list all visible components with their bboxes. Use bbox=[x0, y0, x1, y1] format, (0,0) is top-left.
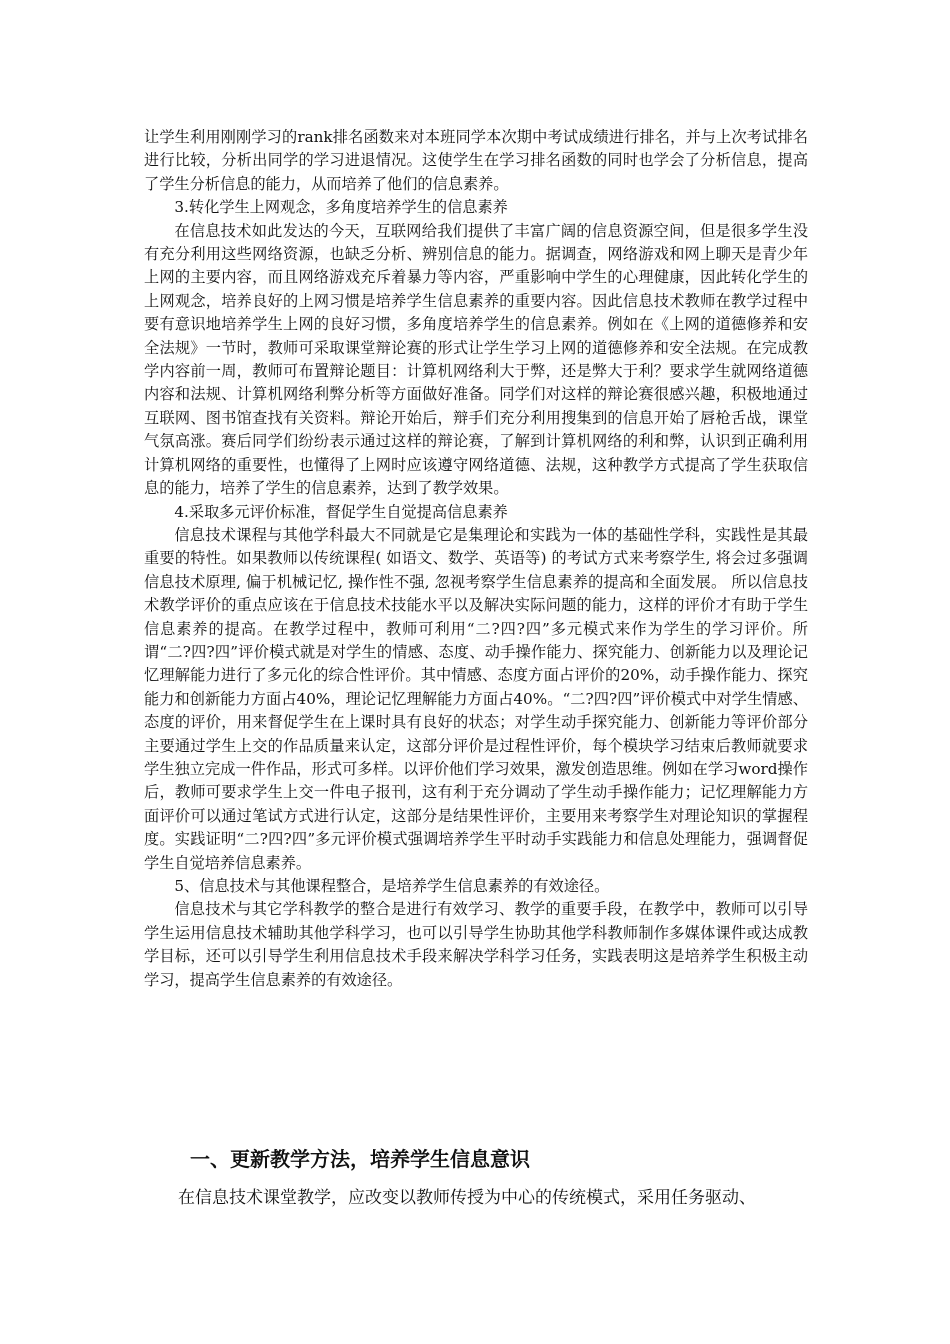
subheading-3: 3.转化学生上网观念，多角度培养学生的信息素养 bbox=[174, 198, 508, 217]
section-heading: 一、更新教学方法，培养学生信息意识 bbox=[190, 1147, 530, 1171]
subheading-4: 4.采取多元评价标准，督促学生自觉提高信息素养 bbox=[174, 502, 508, 521]
paragraph: 信息技术与其它学科教学的整合是进行有效学习、教学的重要手段，在教学中，教师可以引导学生运用信息技术辅助其他学科学习，也可以引导学生协助其他学科教师制作多媒体课件或达成教学目标，还可以引导学生利用信息技术手段来解决学科学习任务，实践表明这是培养学生积极主动学习，提高学生信息素养的有效途径。 bbox=[144, 900, 808, 989]
section-first-line: 在信息技术课堂教学，应改变以教师传授为中心的传统模式，采用任务驱动、 bbox=[178, 1188, 756, 1208]
paragraph: 信息技术课程与其他学科最大不同就是它是集理论和实践为一体的基础性学科，实践性是其最重要的特性。如果教师以传统课程( 如语文、数学、英语等) 的考试方式来考察学生, 将会过多强调信息技术原理, 偏于机械记忆, 操作性不强, 忽视考察学生信息素养的提高和全面发展。 所以信息技术教学评价的重点应该在于信息技术技能水平以及解决实际问题的能力，这样的评价才有助于学生信息素养的提高。在教学过程中，教师可利用“二?四?四”多元模式来作为学生的学习评价。所谓“二?四?四”评价模式就是对学生的情感、态度、动手操作能力、探究能力、创新能力以及理论记忆理解能力进行了多元化的综合性评价。其中情感、态度方面占评价的20%，动手操作能力、探究能力和创新能力方面占40%，理论记忆理解能力方面占40%。“二?四?四”评价模式中对学生情感、态度的评价，用来督促学生在上课时具有良好的状态；对学生动手探究能力、创新能力等评价部分主要通过学生上交的作品质量来认定，这部分评价是过程性评价，每个模块学习结束后教师就要求学生独立完成一件作品，形式可多样。以评价他们学习效果，激发创造思维。例如在学习word操作后，教师可要求学生上交一件电子报刊，这有利于充分调动了学生动手操作能力；记忆理解能力方面评价可以通过笔试方式进行认定，这部分是结果性评价，主要用来考察学生对理论知识的掌握程度。实践证明“二?四?四”多元评价模式强调培养学生平时动手实践能力和信息处理能力，强调督促学生自觉培养信息素养。 bbox=[144, 525, 808, 872]
paragraph: 让学生利用刚刚学习的rank排名函数来对本班同学本次期中考试成绩进行排名，并与上次考试排名进行比较，分析出同学的学习进退情况。这使学生在学习排名函数的同时也学会了分析信息，提高了学生分析信息的能力，从而培养了他们的信息素养。 bbox=[144, 128, 808, 193]
subheading-5: 5、信息技术与其他课程整合，是培养学生信息素养的有效途径。 bbox=[174, 877, 610, 895]
paragraph: 在信息技术如此发达的今天，互联网给我们提供了丰富广阔的信息资源空间，但是很多学生没有充分利用这些网络资源，也缺乏分析、辨别信息的能力。据调查，网络游戏和网上聊天是青少年上网的主要内容，而且网络游戏充斥着暴力等内容，严重影响中学生的心理健康，因此转化学生的上网观念，培养良好的上网习惯是培养学生信息素养的重要内容。因此信息技术教师在教学过程中要有意识地培养学生上网的良好习惯，多角度培养学生的信息素养。例如在《上网的道德修养和安全法规》一节时，教师可采取课堂辩论赛的形式让学生学习上网的道德修养和安全法规。在完成教学内容前一周，教师可布置辩论题目：计算机网络利大于弊，还是弊大于利？要求学生就网络道德内容和法规、计算机网络利弊分析等方面做好准备。同学们对这样的辩论赛很感兴趣，积极地通过互联网、图书馆查找有关资料。辩论开始后，辩手们充分利用搜集到的信息开始了唇枪舌战，课堂气氛高涨。赛后同学们纷纷表示通过这样的辩论赛，了解到计算机网络的利和弊，认识到正确利用计算机网络的重要性，也懂得了上网时应该遵守网络道德、法规，这种教学方式提高了学生获取信息的能力，培养了学生的信息素养，达到了教学效果。 bbox=[144, 221, 808, 498]
body-text bbox=[144, 126, 808, 992]
